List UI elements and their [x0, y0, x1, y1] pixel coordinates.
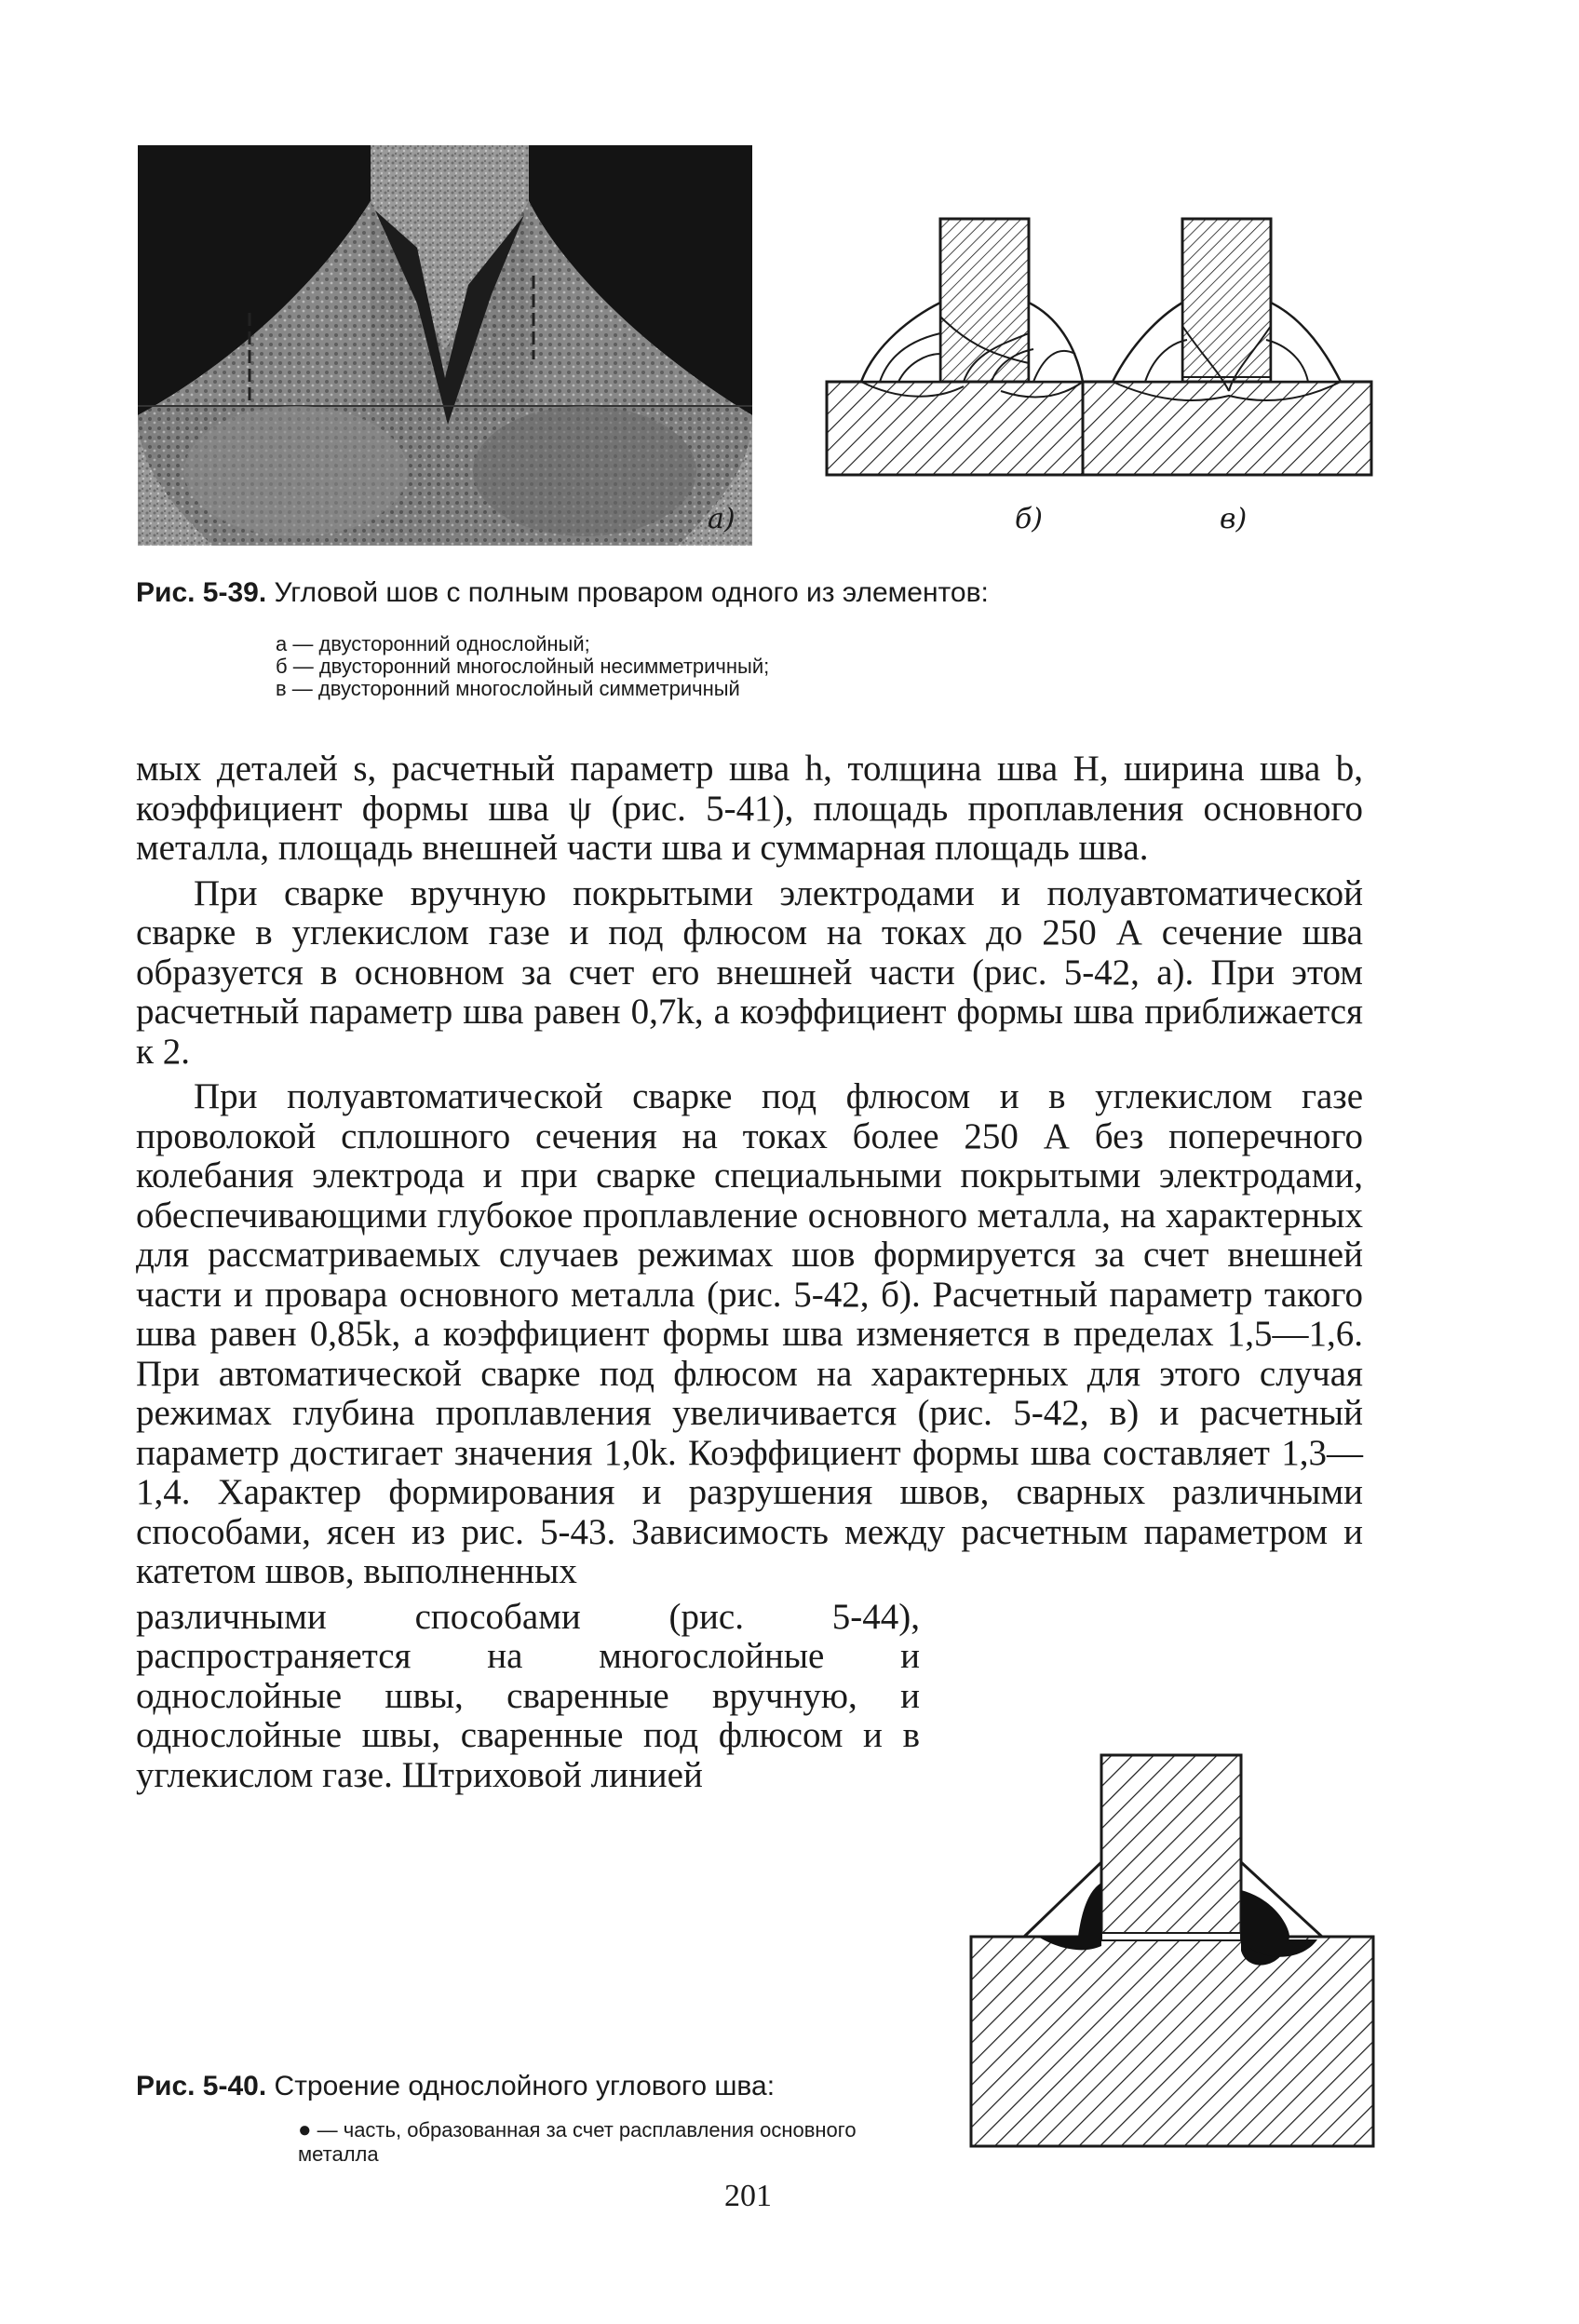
- legend-item-b: б — двусторонний многослойный несимметричный;: [276, 655, 770, 678]
- legend-text: — часть, образованная за счет расплавления основного металла: [298, 2118, 857, 2166]
- figure-5-40-caption: [136, 2069, 955, 2104]
- figure-5-39-legend: [276, 633, 1300, 700]
- caption-text: Строение однослойного углового шва:: [274, 2071, 776, 2101]
- panel-label-b: б): [1015, 503, 1044, 535]
- legend-item-v: в — двусторонний многослойный симметричный: [276, 677, 740, 700]
- figure-5-39-caption: [136, 575, 1365, 611]
- caption-title: Рис. 5-39.: [136, 577, 267, 608]
- figure-5-40-diagram: [968, 1750, 1378, 2151]
- macro-photo-panel-a: [138, 145, 752, 546]
- body-text: [136, 750, 1363, 1801]
- paragraph-3: При полуавтоматической сварке под флюсом и в углекислом газе проволокой сплошного сечения на токах более 250 А без поперечного колебания электрода и при сварке специальными покрытыми электродами, обеспечивающими глубокое проплавление основного металла, на характерных для рассматриваемых случаев режимах шов формируется за счет внешней части и провара основного металла (рис. 5-42, б). Расчетный параметр такого шва равен 0,85k, а коэффициент формы шва изменяется в пределах 1,5—1,6. При автоматической сварке под флюсом на характерных для этого случая режимах глубина проплавления увеличивается (рис. 5-42, в) и расчетный параметр достигает значения 1,0k. Коэффициент формы шва составляет 1,3—1,4. Характер формирования и разрушения швов, сварных различными способами, ясен из рис. 5-43. Зависимость между расчетным параметром и катетом швов, выполненных: [136, 1076, 1363, 1591]
- filled-circle-icon: ●: [298, 2117, 312, 2142]
- paragraph-2: При сварке вручную покрытыми электродами и полуавтоматической сварке в углекислом газе и под флюсом на токах до 250 А сечение шва образуется в основном за счет его внешней части (рис. 5-42, а). При этом расчетный параметр шва равен 0,7k, а коэффициент формы шва приближается к 2.: [136, 872, 1363, 1072]
- page-number: 201: [724, 2179, 772, 2213]
- paragraph-4: различными способами (рис. 5-44), распространяется на многослойные и однослойные швы, сваренные вручную, и однослойные швы, сваренные под флюсом и в углекислом газе. Штриховой линией: [136, 1596, 920, 1795]
- caption-text: Угловой шов с полным проваром одного из элементов:: [274, 577, 989, 608]
- figure-5-39: [130, 140, 1378, 549]
- panel-label-v: в): [1220, 503, 1248, 535]
- panel-label-a: а): [708, 503, 736, 535]
- figure-5-40-legend: [298, 2118, 931, 2167]
- diagram-panel-v: [1080, 214, 1387, 493]
- legend-item-a: а — двусторонний однослойный;: [276, 632, 590, 655]
- caption-title: Рис. 5-40.: [136, 2071, 267, 2101]
- paragraph-1: мых деталей s, расчетный параметр шва h, толщина шва H, ширина шва b, коэффициент формы шва ψ (рис. 5-41), площадь проплавления основного металла, площадь внешней части шва и суммарная площадь шва.: [136, 749, 1363, 868]
